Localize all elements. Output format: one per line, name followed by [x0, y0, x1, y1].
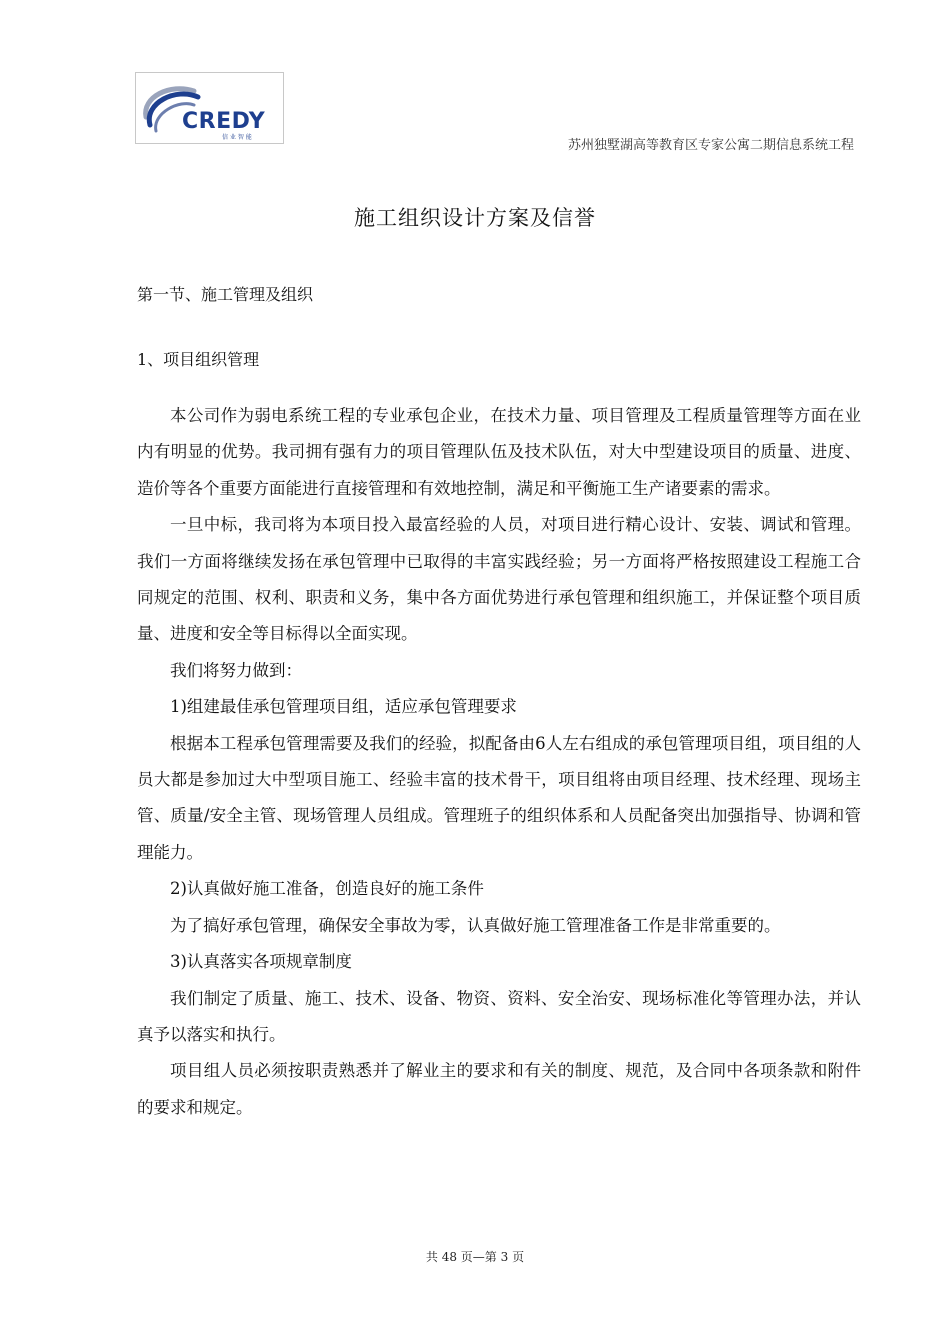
paragraph: 我们将努力做到： — [170, 660, 302, 680]
company-logo — [135, 72, 284, 144]
credy-logo-icon — [136, 73, 285, 145]
subsection-heading: 1、项目组织管理 — [137, 350, 260, 369]
paragraph: 我们制定了质量、施工、技术、设备、物资、资料、安全治安、现场标准化等管理办法，并认真予以落实和执行。 — [137, 988, 861, 1044]
paragraph: 本公司作为弱电系统工程的专业承包企业，在技术力量、项目管理及工程质量管理等方面在业内有明显的优势。我司拥有强有力的项目管理队伍及技术队伍，对大中型建设项目的质量、进度、造价等各个重要方面能进行直接管理和有效地控制，满足和平衡施工生产诸要素的需求。 — [137, 406, 861, 498]
paragraph: 2)认真做好施工准备，创造良好的施工条件 — [170, 879, 484, 899]
paragraph: 根据本工程承包管理需要及我们的经验，拟配备由6人左右组成的承包管理项目组，项目组的人员大都是参加过大中型项目施工、经验丰富的技术骨干，项目组将由项目经理、技术经理、现场主管、质量/安全主管、现场管理人员组成。管理班子的组织体系和人员配备突出加强指导、协调和管理能力。 — [137, 733, 861, 862]
paragraph: 3)认真落实各项规章制度 — [170, 952, 352, 972]
project-name-header: 苏州独墅湖高等教育区专家公寓二期信息系统工程 — [567, 138, 854, 153]
logo-subtext: 信 业 智 能 — [222, 134, 252, 141]
page-footer: 共 48 页—第 3 页 — [425, 1250, 525, 1264]
paragraph: 项目组人员必须按职责熟悉并了解业主的要求和有关的制度、规范，及合同中各项条款和附件的要求和规定。 — [137, 1061, 861, 1117]
paragraph: 一旦中标，我司将为本项目投入最富经验的人员，对项目进行精心设计、安装、调试和管理。我们一方面将继续发扬在承包管理中已取得的丰富实践经验；另一方面将严格按照建设工程施工合同规定的范围、权利、职责和义务，集中各方面优势进行承包管理和组织施工，并保证整个项目质量、进度和安全等目标得以全面实现。 — [137, 515, 861, 644]
document-title: 施工组织设计方案及信誉 — [354, 206, 596, 230]
section-heading: 第一节、施工管理及组织 — [137, 285, 314, 304]
logo-text: CREDY — [182, 109, 266, 134]
paragraph: 1)组建最佳承包管理项目组，适应承包管理要求 — [170, 697, 517, 717]
body-text — [137, 398, 861, 1126]
paragraph: 为了搞好承包管理，确保安全事故为零，认真做好施工管理准备工作是非常重要的。 — [170, 915, 781, 935]
